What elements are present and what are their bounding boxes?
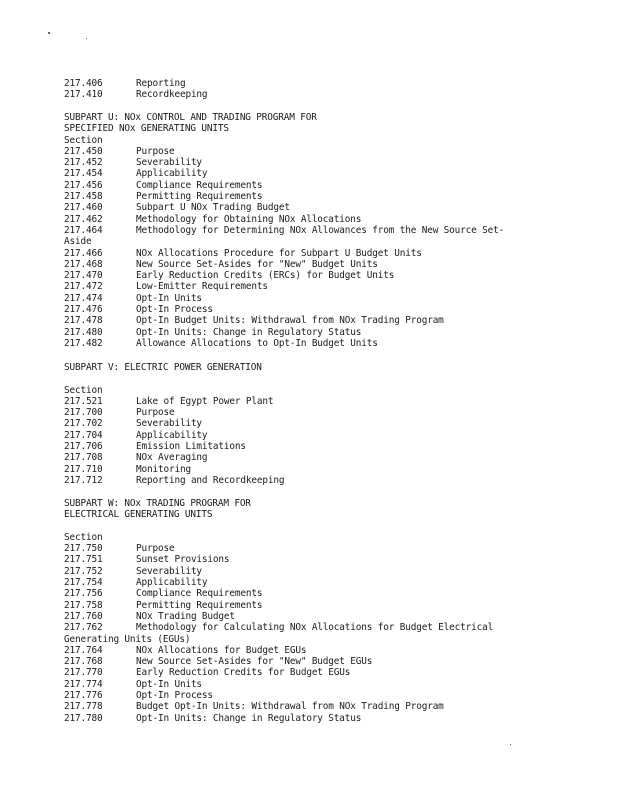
section-title: Allowance Allocations to Opt-In Budget Units bbox=[136, 337, 378, 349]
section-title: Compliance Requirements bbox=[136, 588, 263, 600]
section-number: 217.762 bbox=[64, 622, 103, 634]
section-row bbox=[64, 622, 493, 633]
section-number: 217.480 bbox=[64, 326, 103, 338]
section-row bbox=[64, 327, 504, 338]
section-number: 217.702 bbox=[64, 418, 103, 430]
section-title: Severability bbox=[136, 157, 202, 169]
section-row bbox=[64, 304, 504, 315]
section-title: Recordkeeping bbox=[136, 89, 208, 101]
section-title-continuation: Generating Units (EGUs) bbox=[64, 633, 191, 645]
section-number: 217.764 bbox=[64, 644, 103, 656]
section-title: Purpose bbox=[136, 407, 175, 419]
section-title: Permitting Requirements bbox=[136, 191, 263, 203]
section-row bbox=[64, 701, 493, 712]
section-number: 217.521 bbox=[64, 395, 103, 407]
section-number: 217.750 bbox=[64, 543, 103, 555]
section-title: New Source Set-Asides for "New" Budget Units bbox=[136, 258, 378, 270]
section-number: 217.468 bbox=[64, 258, 103, 270]
section-title: Low-Emitter Requirements bbox=[136, 281, 268, 293]
subpart-v-heading: SUBPART V: ELECTRIC POWER GENERATION bbox=[64, 362, 262, 373]
section-number: 217.776 bbox=[64, 690, 103, 702]
section-title: Emission Limitations bbox=[136, 441, 246, 453]
section-title: Sunset Provisions bbox=[136, 554, 230, 566]
section-row bbox=[64, 338, 504, 349]
section-number: 217.780 bbox=[64, 712, 103, 724]
section-number: 217.458 bbox=[64, 191, 103, 203]
section-row bbox=[64, 430, 284, 441]
section-row bbox=[64, 89, 207, 100]
section-title: Early Reduction Credits (ERCs) for Budget Units bbox=[136, 270, 395, 282]
section-row bbox=[64, 418, 284, 429]
section-number: 217.754 bbox=[64, 577, 103, 589]
section-title: Applicability bbox=[136, 577, 208, 589]
section-title: Reporting bbox=[136, 78, 186, 89]
section-row bbox=[64, 554, 493, 565]
top-section-list bbox=[64, 78, 207, 101]
section-title: Purpose bbox=[136, 145, 175, 157]
section-row bbox=[64, 566, 493, 577]
scan-speck bbox=[48, 32, 50, 34]
subpart-w-heading: SUBPART W: NOx TRADING PROGRAM FOR bbox=[64, 498, 251, 509]
section-number: 217.406 bbox=[64, 78, 103, 89]
subpart-w-heading-cont: ELECTRICAL GENERATING UNITS bbox=[64, 509, 213, 521]
section-label: Section bbox=[64, 384, 103, 396]
section-title: Subpart U NOx Trading Budget bbox=[136, 202, 290, 214]
section-title: Severability bbox=[136, 418, 202, 430]
section-title: Reporting and Recordkeeping bbox=[136, 474, 285, 486]
section-number: 217.478 bbox=[64, 315, 103, 327]
section-title: Methodology for Calculating NOx Allocations for Budget Electrical bbox=[136, 622, 494, 634]
section-title: Methodology for Obtaining NOx Allocations bbox=[136, 213, 362, 225]
section-row bbox=[64, 214, 504, 225]
section-row bbox=[64, 407, 284, 418]
section-number: 217.778 bbox=[64, 701, 103, 713]
subpart-u-section-list-b bbox=[64, 248, 504, 350]
subpart-w-section-list-a bbox=[64, 543, 493, 633]
section-row bbox=[64, 656, 493, 667]
section-row bbox=[64, 667, 493, 678]
section-row bbox=[64, 475, 284, 486]
section-title: New Source Set-Asides for "New" Budget EGUs bbox=[136, 656, 373, 668]
section-number: 217.474 bbox=[64, 292, 103, 304]
section-number: 217.464 bbox=[64, 224, 103, 236]
subpart-u-heading: SUBPART U: NOx CONTROL AND TRADING PROGRAM FOR bbox=[64, 112, 317, 123]
section-row bbox=[64, 157, 504, 168]
section-row bbox=[64, 713, 493, 724]
blank-line bbox=[64, 521, 493, 532]
section-row bbox=[64, 270, 504, 281]
subpart-u bbox=[64, 112, 504, 349]
subpart-w bbox=[64, 498, 493, 724]
section-number: 217.712 bbox=[64, 474, 103, 486]
subpart-v bbox=[64, 362, 284, 486]
section-title: Purpose bbox=[136, 543, 175, 555]
section-title: Opt-In Budget Units: Withdrawal from NOx Trading Program bbox=[136, 315, 444, 327]
scan-speck bbox=[86, 38, 87, 39]
blank-line bbox=[64, 373, 284, 384]
section-row bbox=[64, 293, 504, 304]
section-number: 217.758 bbox=[64, 599, 103, 611]
section-number: 217.450 bbox=[64, 145, 103, 157]
section-title: Opt-In Units: Change in Regulatory Status bbox=[136, 326, 362, 338]
section-number: 217.482 bbox=[64, 337, 103, 349]
section-number: 217.476 bbox=[64, 304, 103, 316]
section-number: 217.472 bbox=[64, 281, 103, 293]
section-title: Opt-In Units bbox=[136, 678, 202, 690]
section-label: Section bbox=[64, 134, 103, 146]
section-label: Section bbox=[64, 531, 103, 543]
section-title: Permitting Requirements bbox=[136, 599, 263, 611]
section-title: Applicability bbox=[136, 168, 208, 180]
section-number: 217.708 bbox=[64, 452, 103, 464]
section-title: Applicability bbox=[136, 429, 208, 441]
section-title: Budget Opt-In Units: Withdrawal from NOx Trading Program bbox=[136, 701, 444, 713]
section-title: Opt-In Units bbox=[136, 292, 202, 304]
section-title: Opt-In Units: Change in Regulatory Status bbox=[136, 712, 362, 724]
section-title: Methodology for Determining NOx Allowances from the New Source Set- bbox=[136, 224, 505, 236]
section-row bbox=[64, 281, 504, 292]
section-row bbox=[64, 690, 493, 701]
section-number: 217.770 bbox=[64, 667, 103, 679]
section-row bbox=[64, 248, 504, 259]
section-row bbox=[64, 645, 493, 656]
section-row bbox=[64, 441, 284, 452]
section-number: 217.460 bbox=[64, 202, 103, 214]
section-row bbox=[64, 588, 493, 599]
section-number: 217.760 bbox=[64, 610, 103, 622]
section-number: 217.462 bbox=[64, 213, 103, 225]
section-row bbox=[64, 202, 504, 213]
section-number: 217.706 bbox=[64, 441, 103, 453]
section-title: Severability bbox=[136, 565, 202, 577]
section-row bbox=[64, 191, 504, 202]
section-title-continuation: Aside bbox=[64, 236, 92, 248]
section-row bbox=[64, 577, 493, 588]
subpart-v-section-list bbox=[64, 396, 284, 486]
section-title: NOx Allocations Procedure for Subpart U Budget Units bbox=[136, 247, 422, 259]
section-title: Early Reduction Credits for Budget EGUs bbox=[136, 667, 351, 679]
section-number: 217.410 bbox=[64, 89, 103, 101]
section-row bbox=[64, 679, 493, 690]
subpart-u-section-list-a bbox=[64, 146, 504, 236]
section-title: Lake of Egypt Power Plant bbox=[136, 395, 274, 407]
section-row bbox=[64, 168, 504, 179]
section-row bbox=[64, 146, 504, 157]
section-number: 217.710 bbox=[64, 463, 103, 475]
section-title: Compliance Requirements bbox=[136, 179, 263, 191]
section-number: 217.452 bbox=[64, 157, 103, 169]
section-number: 217.700 bbox=[64, 407, 103, 419]
section-row bbox=[64, 180, 504, 191]
section-number: 217.456 bbox=[64, 179, 103, 191]
section-number: 217.454 bbox=[64, 168, 103, 180]
section-number: 217.704 bbox=[64, 429, 103, 441]
section-title: Monitoring bbox=[136, 463, 191, 475]
section-title: NOx Averaging bbox=[136, 452, 208, 464]
section-title: Opt-In Process bbox=[136, 304, 213, 316]
section-number: 217.752 bbox=[64, 565, 103, 577]
section-number: 217.466 bbox=[64, 247, 103, 259]
subpart-w-section-list-b bbox=[64, 645, 493, 724]
section-number: 217.751 bbox=[64, 554, 103, 566]
section-row bbox=[64, 396, 284, 407]
section-row bbox=[64, 259, 504, 270]
section-number: 217.756 bbox=[64, 588, 103, 600]
scan-speck bbox=[510, 744, 511, 745]
section-title: Opt-In Process bbox=[136, 690, 213, 702]
section-row bbox=[64, 452, 284, 463]
section-row bbox=[64, 611, 493, 622]
subpart-u-heading-cont: SPECIFIED NOx GENERATING UNITS bbox=[64, 123, 229, 135]
section-row bbox=[64, 78, 207, 89]
section-row bbox=[64, 464, 284, 475]
section-row bbox=[64, 600, 493, 611]
section-title: NOx Trading Budget bbox=[136, 610, 235, 622]
section-number: 217.774 bbox=[64, 678, 103, 690]
section-row bbox=[64, 225, 504, 236]
section-number: 217.768 bbox=[64, 656, 103, 668]
section-row bbox=[64, 315, 504, 326]
section-number: 217.470 bbox=[64, 270, 103, 282]
section-row bbox=[64, 543, 493, 554]
section-title: NOx Allocations for Budget EGUs bbox=[136, 644, 307, 656]
